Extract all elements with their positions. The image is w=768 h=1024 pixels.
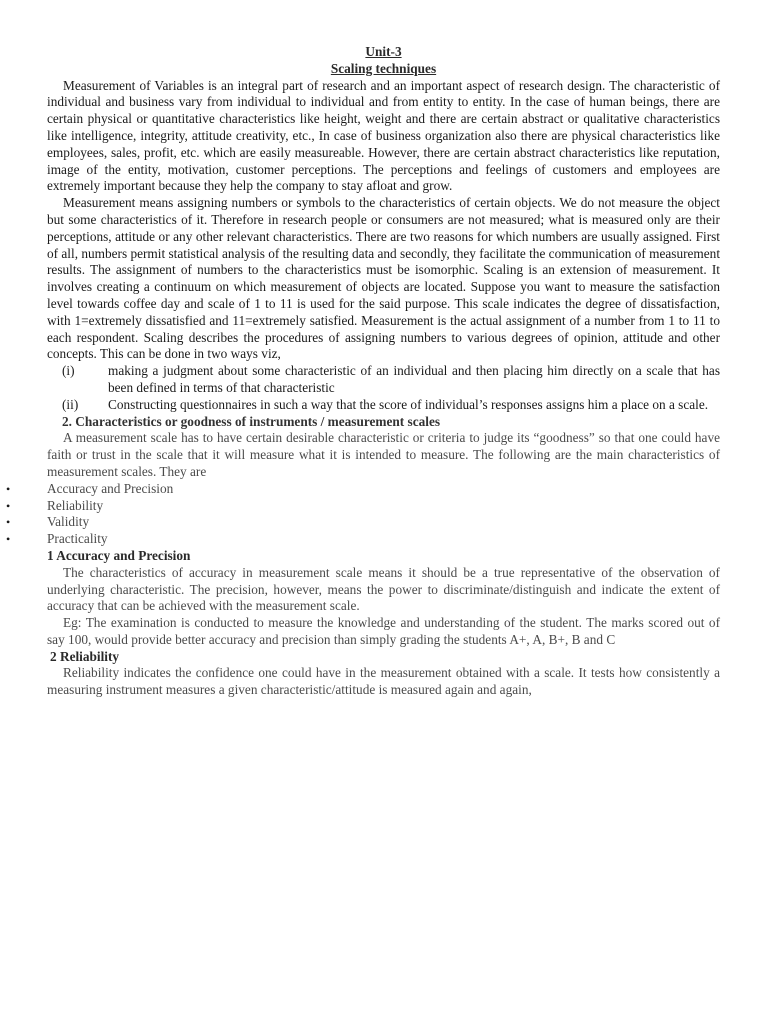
section-heading-reliability: 2 Reliability	[50, 648, 120, 664]
paragraph-characteristics-intro: A measurement scale has to have certain desirable characteristic or criteria to judge its “goodness” so that one could have faith or trust in the scale that it will measure what it is intended to measure. The following are the main characteristics of measurement scales. They are	[47, 430, 720, 479]
roman-numeral: (i)	[62, 363, 75, 379]
list-item	[6, 497, 720, 515]
paragraph-accuracy: The characteristics of accuracy in measurement scale means it should be a true representative of the observation of underlying characteristic. The precision, however, means the power to discriminate/distinguish and indicate the extent of accuracy that can be achieved with the measurement scale.	[47, 564, 720, 614]
roman-list-text: making a judgment about some characteristic of an individual and then placing him directly on a scale that has been defined in terms of that characteristic	[108, 363, 720, 395]
paragraph-measurement-means: Measurement means assigning numbers or symbols to the characteristics of certain objects. We do not measure the object but some characteristics of it. Therefore in research people or consumers are not measured; what is measured only are their perceptions, attitude or any other relevant characteristics. There are two reasons for which numbers are usually assigned. First of all, numbers permit statistical analysis of the resulting data and secondly, they facilitate the communication of measurement results. The assignment of numbers to the characteristics must be isomorphic. Scaling is an extension of measurement. It involves creating a continuum on which measurement of objects are located. Suppose you want to measure the satisfaction level towards coffee day and scale of 1 to 11 is used for the said purpose. This scale indicates the degree of dissatisfaction, with 1=extremely dissatisfied and 11=extremely satisfied. Measurement is the actual assignment of a number from 1 to 11 to each respondent. Scaling describes the procedures of assigning numbers to various degrees of opinion, attitude and other concepts. This can be done in two ways viz,	[47, 195, 721, 362]
list-item-label: Practicality	[47, 531, 108, 547]
bullet-icon: •	[6, 515, 11, 530]
list-item	[6, 531, 720, 548]
roman-list-item	[47, 363, 720, 397]
list-item	[6, 514, 720, 531]
list-item-label: Validity	[47, 514, 90, 530]
roman-list-item	[47, 397, 720, 414]
bullet-icon: •	[6, 481, 11, 496]
roman-numeral: (ii)	[62, 396, 79, 412]
document-page	[6, 44, 721, 699]
roman-list-text: Constructing questionnaires in such a way that the score of individual’s responses assigns him a place on a scale.	[108, 396, 709, 412]
characteristics-bullet-list	[6, 480, 720, 548]
section-heading-accuracy: 1 Accuracy and Precision	[47, 547, 191, 563]
page-title: Scaling techniques	[330, 60, 437, 76]
list-item-label: Accuracy and Precision	[47, 480, 174, 496]
paragraph-measurement-of-variables: Measurement of Variables is an integral part of research and an important aspect of research design. The characteristic of individual and business vary from individual to individual and from entity to entity. In the case of human beings, there are certain physical or quantitative characteristics like height, weight and there are certain abstract or qualitative characteristics like intelligence, integrity, attitude creativity, etc., In case of business organization also there are physical characteristics like employees, sales, profit, etc. which are easily measureable. However, there are certain abstract characteristics like reputation, image of the entity, motivation, customer perceptions. The perceptions and feelings of customers and employees are extremely important because they help the company to stay afloat and grow.	[47, 77, 720, 194]
bullet-icon: •	[6, 498, 11, 513]
list-item	[6, 480, 720, 498]
unit-title: Unit-3	[365, 44, 402, 59]
list-item-label: Reliability	[47, 497, 104, 513]
paragraph-accuracy-example: Eg: The examination is conducted to measure the knowledge and understanding of the student. The marks scored out of say 100, would provide better accuracy and precision than simply grading the students A+, A, B+, B and C	[47, 615, 720, 647]
bullet-icon: •	[6, 532, 11, 547]
section-heading-characteristics: 2. Characteristics or goodness of instruments / measurement scales	[62, 413, 441, 429]
paragraph-reliability: Reliability indicates the confidence one could have in the measurement obtained with a scale. It tests how consistently a measuring instrument measures a given characteristic/attitude is measured again and again,	[47, 665, 720, 698]
